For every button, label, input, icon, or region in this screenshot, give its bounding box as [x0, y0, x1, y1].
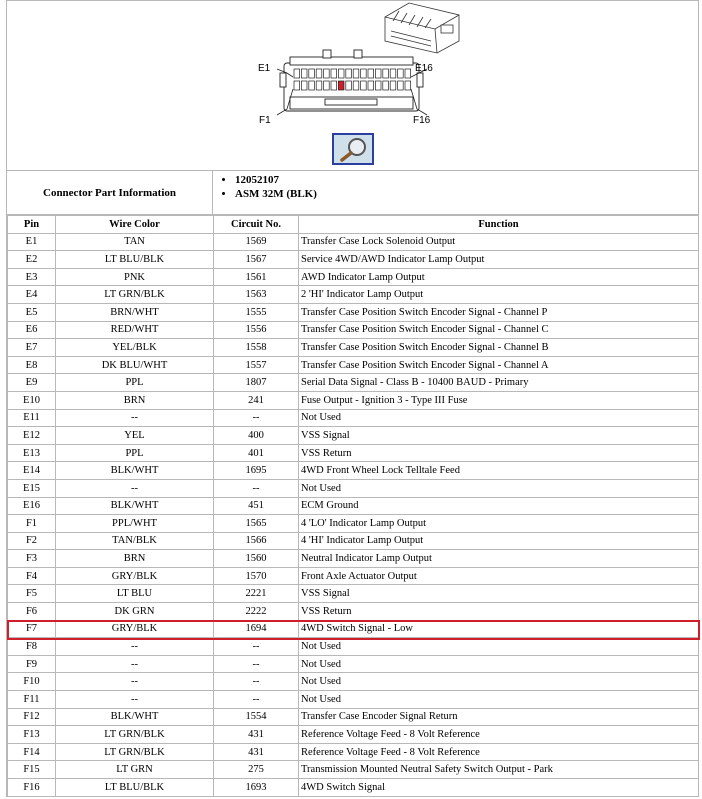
wire-color-cell: TAN/BLK [56, 532, 214, 550]
pin-cell: E10 [8, 391, 56, 409]
pin-cell: E7 [8, 339, 56, 357]
pin-cavity [301, 69, 307, 78]
pin-cell: F4 [8, 567, 56, 585]
table-row [8, 444, 699, 462]
pin-cavity [316, 81, 322, 90]
wire-color-cell: RED/WHT [56, 321, 214, 339]
pin-cell: E4 [8, 286, 56, 304]
table-row [8, 691, 699, 709]
wire-color-cell: BRN/WHT [56, 303, 214, 321]
table-row [8, 638, 699, 656]
table-row [8, 409, 699, 427]
circuit-cell: 451 [214, 497, 299, 515]
pin-cell: F16 [8, 779, 56, 797]
header-pin: Pin [8, 216, 56, 234]
pin-cavity [361, 69, 367, 78]
table-row [8, 515, 699, 533]
circuit-cell: -- [214, 655, 299, 673]
wire-color-cell: -- [56, 655, 214, 673]
table-row [8, 603, 699, 621]
wire-color-cell: LT GRN/BLK [56, 726, 214, 744]
pin-cell: F2 [8, 532, 56, 550]
wire-color-cell: TAN [56, 233, 214, 251]
pin-cavity [331, 69, 337, 78]
wire-color-cell: YEL/BLK [56, 339, 214, 357]
table-row [8, 655, 699, 673]
function-cell: Neutral Indicator Lamp Output [299, 550, 699, 568]
pin-cavity [368, 69, 374, 78]
pin-cavity [405, 69, 411, 78]
pin-cell: F9 [8, 655, 56, 673]
pin-cell: E11 [8, 409, 56, 427]
table-header-row [8, 216, 699, 234]
function-cell: Transmission Mounted Neutral Safety Switch Output - Park [299, 761, 699, 779]
connector-face [280, 50, 423, 111]
circuit-cell: -- [214, 638, 299, 656]
pin-cell: E5 [8, 303, 56, 321]
circuit-cell: 2221 [214, 585, 299, 603]
pin-cavity [383, 81, 389, 90]
pin-cell: F10 [8, 673, 56, 691]
circuit-cell: 400 [214, 427, 299, 445]
function-cell: Not Used [299, 655, 699, 673]
pin-cavity [309, 81, 315, 90]
pin-cell: E16 [8, 497, 56, 515]
table-row [8, 761, 699, 779]
function-cell: 4WD Switch Signal [299, 779, 699, 797]
function-cell: Transfer Case Lock Solenoid Output [299, 233, 699, 251]
assembly-code: • ASM 32M (BLK) [235, 187, 698, 201]
circuit-cell: 1565 [214, 515, 299, 533]
circuit-cell: 1556 [214, 321, 299, 339]
circuit-cell: 431 [214, 743, 299, 761]
connector-3d-icon [385, 3, 459, 53]
wire-color-cell: LT GRN/BLK [56, 743, 214, 761]
circuit-cell: -- [214, 409, 299, 427]
pin-cavity [375, 69, 381, 78]
label-e16: E16 [415, 63, 433, 74]
wire-color-cell: LT BLU/BLK [56, 779, 214, 797]
label-e1: E1 [258, 63, 271, 74]
table-row [8, 286, 699, 304]
pin-cavity [405, 81, 411, 90]
table-row [8, 356, 699, 374]
function-cell: Service 4WD/AWD Indicator Lamp Output [299, 251, 699, 269]
header-wire-color: Wire Color [56, 216, 214, 234]
pin-cell: E1 [8, 233, 56, 251]
pin-cell: E14 [8, 462, 56, 480]
pin-cavity [338, 81, 344, 90]
pin-cavity [294, 81, 300, 90]
function-cell: ECM Ground [299, 497, 699, 515]
wire-color-cell: PNK [56, 268, 214, 286]
function-cell: Not Used [299, 638, 699, 656]
pin-cell: E9 [8, 374, 56, 392]
table-row [8, 567, 699, 585]
wire-color-cell: BRN [56, 391, 214, 409]
pin-cell: F6 [8, 603, 56, 621]
pin-cavity [375, 81, 381, 90]
circuit-cell: 2222 [214, 603, 299, 621]
function-cell: Transfer Case Position Switch Encoder Signal - Channel A [299, 356, 699, 374]
function-cell: 4 'HI' Indicator Lamp Output [299, 532, 699, 550]
circuit-cell: 1554 [214, 708, 299, 726]
function-cell: Not Used [299, 673, 699, 691]
pin-cavity [353, 81, 359, 90]
wire-color-cell: -- [56, 479, 214, 497]
circuit-cell: 1566 [214, 532, 299, 550]
connector-info-heading: Connector Part Information [7, 171, 213, 215]
circuit-cell: 1558 [214, 339, 299, 357]
table-row [8, 550, 699, 568]
circuit-cell: 1693 [214, 779, 299, 797]
function-cell: Transfer Case Position Switch Encoder Signal - Channel B [299, 339, 699, 357]
wire-color-cell: GRY/BLK [56, 567, 214, 585]
function-cell: 2 'HI' Indicator Lamp Output [299, 286, 699, 304]
table-row [8, 427, 699, 445]
function-cell: 4WD Front Wheel Lock Telltale Feed [299, 462, 699, 480]
function-cell: Transfer Case Position Switch Encoder Signal - Channel C [299, 321, 699, 339]
circuit-cell: 1561 [214, 268, 299, 286]
circuit-cell: 241 [214, 391, 299, 409]
table-row [8, 497, 699, 515]
wire-color-cell: LT BLU [56, 585, 214, 603]
part-number: • 12052107 [235, 173, 698, 187]
function-cell: Serial Data Signal - Class B - 10400 BAUD - Primary [299, 374, 699, 392]
function-cell: Not Used [299, 691, 699, 709]
function-cell: 4WD Switch Signal - Low [299, 620, 699, 638]
function-cell: Not Used [299, 479, 699, 497]
table-row [8, 726, 699, 744]
table-row [8, 743, 699, 761]
table-row [8, 620, 699, 638]
circuit-cell: 1567 [214, 251, 299, 269]
wire-color-cell: -- [56, 691, 214, 709]
circuit-cell: 1694 [214, 620, 299, 638]
table-row [8, 462, 699, 480]
pin-cavity [368, 81, 374, 90]
pin-cell: F7 [8, 620, 56, 638]
pin-cavity [294, 69, 300, 78]
pin-cell: E2 [8, 251, 56, 269]
function-cell: AWD Indicator Lamp Output [299, 268, 699, 286]
function-cell: VSS Signal [299, 585, 699, 603]
circuit-cell: -- [214, 691, 299, 709]
pin-cell: E12 [8, 427, 56, 445]
wire-color-cell: BLK/WHT [56, 462, 214, 480]
connector-diagram [7, 1, 698, 171]
wire-color-cell: GRY/BLK [56, 620, 214, 638]
circuit-cell: -- [214, 479, 299, 497]
table-row [8, 585, 699, 603]
function-cell: VSS Signal [299, 427, 699, 445]
table-row [8, 479, 699, 497]
table-row [8, 233, 699, 251]
pin-cell: F14 [8, 743, 56, 761]
wire-color-cell: BLK/WHT [56, 708, 214, 726]
header-function: Function [299, 216, 699, 234]
pin-cavity [353, 69, 359, 78]
pin-cavity [390, 69, 396, 78]
table-row [8, 251, 699, 269]
wire-color-cell: -- [56, 409, 214, 427]
function-cell: VSS Return [299, 444, 699, 462]
pin-cell: F1 [8, 515, 56, 533]
pin-cell: E13 [8, 444, 56, 462]
pin-cavity [324, 69, 330, 78]
circuit-cell: 1557 [214, 356, 299, 374]
function-cell: Fuse Output - Ignition 3 - Type III Fuse [299, 391, 699, 409]
function-cell: Transfer Case Encoder Signal Return [299, 708, 699, 726]
zoom-button[interactable] [332, 133, 374, 165]
pin-cell: F15 [8, 761, 56, 779]
circuit-cell: 275 [214, 761, 299, 779]
wire-color-cell: DK GRN [56, 603, 214, 621]
table-row [8, 673, 699, 691]
circuit-cell: 1560 [214, 550, 299, 568]
wire-color-cell: PPL/WHT [56, 515, 214, 533]
table-row [8, 532, 699, 550]
connector-info-list [213, 171, 698, 215]
function-cell: Reference Voltage Feed - 8 Volt Reference [299, 743, 699, 761]
circuit-cell: 1807 [214, 374, 299, 392]
wire-color-cell: LT BLU/BLK [56, 251, 214, 269]
wire-color-cell: LT GRN [56, 761, 214, 779]
table-row [8, 779, 699, 797]
pin-cavity [346, 69, 352, 78]
magnifier-icon [334, 135, 372, 163]
pin-cavity [316, 69, 322, 78]
function-cell: Reference Voltage Feed - 8 Volt Reference [299, 726, 699, 744]
pin-cavity [390, 81, 396, 90]
circuit-cell: 1555 [214, 303, 299, 321]
pin-cavity [338, 69, 344, 78]
wire-color-cell: YEL [56, 427, 214, 445]
pin-cell: E15 [8, 479, 56, 497]
wire-color-cell: PPL [56, 374, 214, 392]
wire-color-cell: PPL [56, 444, 214, 462]
label-f16: F16 [413, 115, 431, 126]
pin-cell: F3 [8, 550, 56, 568]
connector-end-view-page [6, 0, 699, 797]
pin-cell: F5 [8, 585, 56, 603]
table-row [8, 391, 699, 409]
circuit-cell: 1570 [214, 567, 299, 585]
circuit-cell: 431 [214, 726, 299, 744]
label-f1: F1 [259, 115, 271, 126]
pin-cavity [324, 81, 330, 90]
pin-cavity [309, 69, 315, 78]
header-circuit: Circuit No. [214, 216, 299, 234]
table-row [8, 268, 699, 286]
wire-color-cell: BRN [56, 550, 214, 568]
function-cell: VSS Return [299, 603, 699, 621]
table-row [8, 708, 699, 726]
table-row [8, 374, 699, 392]
wire-color-cell: DK BLU/WHT [56, 356, 214, 374]
table-row [8, 303, 699, 321]
wire-color-cell: -- [56, 638, 214, 656]
function-cell: Not Used [299, 409, 699, 427]
pin-cavity [301, 81, 307, 90]
circuit-cell: 1569 [214, 233, 299, 251]
pin-cell: E8 [8, 356, 56, 374]
circuit-cell: 1695 [214, 462, 299, 480]
circuit-cell: 401 [214, 444, 299, 462]
function-cell: Transfer Case Position Switch Encoder Signal - Channel P [299, 303, 699, 321]
pin-cell: F12 [8, 708, 56, 726]
pin-cavity [383, 69, 389, 78]
pin-cell: F11 [8, 691, 56, 709]
pin-cavity [346, 81, 352, 90]
pin-cell: F8 [8, 638, 56, 656]
pin-cell: E6 [8, 321, 56, 339]
pin-cell: F13 [8, 726, 56, 744]
wire-color-cell: LT GRN/BLK [56, 286, 214, 304]
pin-cavity [361, 81, 367, 90]
pin-cavity [331, 81, 337, 90]
pin-cavity [398, 81, 404, 90]
wire-color-cell: -- [56, 673, 214, 691]
wire-color-cell: BLK/WHT [56, 497, 214, 515]
table-row [8, 339, 699, 357]
table-row [8, 321, 699, 339]
function-cell: 4 'LO' Indicator Lamp Output [299, 515, 699, 533]
circuit-cell: -- [214, 673, 299, 691]
pin-cavity [398, 69, 404, 78]
pin-cell: E3 [8, 268, 56, 286]
circuit-cell: 1563 [214, 286, 299, 304]
pinout-table [7, 215, 699, 797]
function-cell: Front Axle Actuator Output [299, 567, 699, 585]
